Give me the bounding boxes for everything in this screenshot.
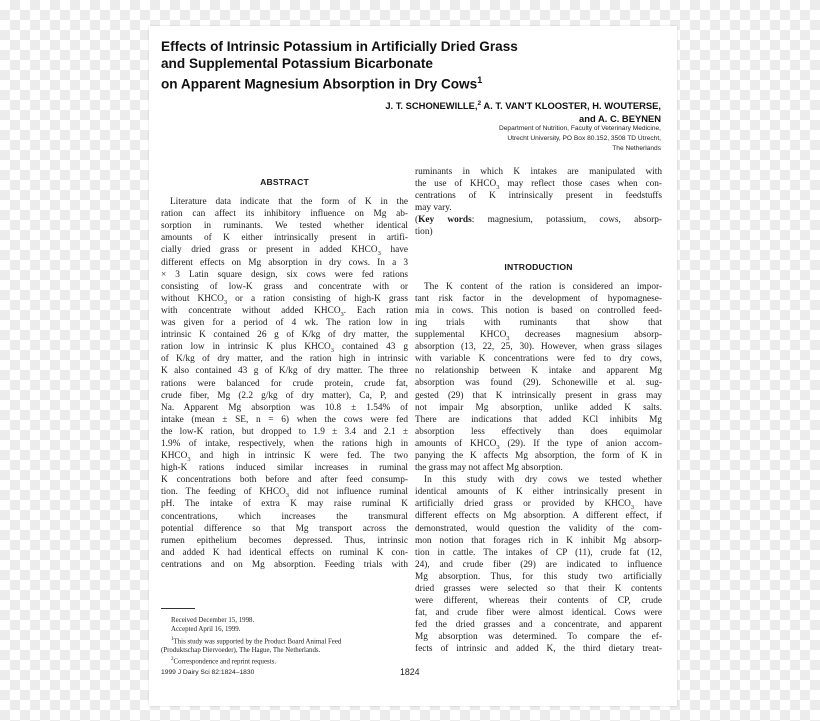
- abstract-line: × 3 Latin square design, six cows were fed rations: [161, 269, 408, 280]
- footnote-line: $^2$Correspondence and reprint requests.: [171, 657, 277, 666]
- intro-line: the grass may not affect Mg absorption.: [415, 463, 563, 474]
- abstract-line: tion. The feeding of $KHCO_3$ did not influence ruminal: [161, 487, 408, 499]
- abstract-line: amounts of K either intrinsically present in artifi-: [161, 233, 408, 244]
- intro-line: demonstrated, would question the validity of the com-: [415, 523, 662, 534]
- affiliation-line: Department of Nutrition, Faculty of Veterinary Medicine,: [499, 125, 661, 132]
- article-title: [161, 39, 601, 93]
- affiliation-line: The Netherlands: [612, 145, 661, 152]
- abstract-line: and added K had identical effects on ruminal K con-: [161, 547, 408, 558]
- footnote-line: Accepted April 16, 1999.: [171, 626, 241, 634]
- right-column: [415, 166, 662, 656]
- intro-line: panying the K affects Mg absorption, the form of K in: [415, 450, 662, 461]
- paper-page: [149, 26, 677, 706]
- intro-line: gested (29) that K intrinsically present in grass may: [415, 390, 662, 401]
- abstract-line: 1.9% of intake, respectively, when the rations high in: [161, 438, 408, 449]
- intro-line: The K content of the ration is considered an impor-: [424, 281, 662, 292]
- intro-line: fects of intrinsic and added K, the third dietary treat-: [415, 644, 662, 655]
- abstract-line: high-K rations induced similar increases in ruminal: [161, 463, 408, 474]
- abstract-line: crude fiber, Mg (2.2 g/kg of dry matter), Ca, P, and: [161, 390, 408, 401]
- title-line: Effects of Intrinsic Potassium in Artificially Dried Grass: [161, 39, 518, 54]
- abstract-line: K concentrations both before and after feed consump-: [161, 475, 408, 486]
- abstract-line: ration can affect its inhibitory influence on Mg ab-: [161, 209, 408, 220]
- abstract-line: rumen epithelium becomes depressed. Thus, intrinsic: [161, 535, 408, 546]
- author-line: and A. C. BEYNEN: [579, 113, 661, 125]
- abstract-line: may vary.: [415, 203, 452, 214]
- journal-reference: 1999 J Dairy Sci 82:1824–1830: [161, 669, 255, 676]
- intro-line: supplemental $KHCO_3$ decreases magnesium absorp-: [415, 330, 662, 342]
- abstract-line: concentrations, which increases the transmural: [161, 511, 408, 522]
- title-footnote-mark: 1: [477, 75, 483, 85]
- intro-line: Mg absorption. Thus, for this study two artificially: [415, 571, 662, 582]
- footnotes: [161, 616, 408, 667]
- abstract-line: K also contained 43 g of K/kg of dry matter. The three: [161, 366, 408, 377]
- intro-line: There are indications that added KCl inhibits Mg: [415, 414, 662, 425]
- intro-line: In this study with dry cows we tested whether: [424, 475, 662, 486]
- abstract-column: [161, 176, 408, 571]
- abstract-line: cially dried grass or present in added $KHCO_3$ have: [161, 245, 408, 257]
- affiliation-line: Utrecht University, PO Box 80.152, 3508 TD Utrecht,: [507, 135, 661, 142]
- keywords-line: tion): [415, 227, 433, 238]
- author-footnote-mark: 2: [477, 100, 482, 107]
- title-line: on Apparent Magnesium Absorption in Dry Cows$^1$: [161, 75, 483, 92]
- intro-line: absorption less effectively than does equimolar: [415, 426, 662, 437]
- abstract-heading: ABSTRACT: [260, 177, 309, 187]
- intro-line: not impair Mg absorption, unlike added K salts.: [415, 402, 662, 413]
- abstract-line: Na. Apparent Mg absorption was 10.8 ± 1.54% of: [161, 402, 408, 413]
- abstract-line: was given for a period of 4 wk. The ration low in: [161, 318, 408, 329]
- footnote-divider: [161, 608, 195, 609]
- intro-line: identical amounts of K either intrinsically present in: [415, 487, 662, 498]
- intro-line: mon notion that forages rich in K inhibit Mg absorp-: [415, 535, 662, 546]
- intro-line: tion in cattle. The intakes of CP (11), crude fat (12,: [415, 547, 662, 558]
- abstract-line: centrations and on Mg absorption. Feeding trials with: [161, 559, 408, 570]
- abstract-line: the low-K ration, but dropped to 1.9 ± 3.4 and 2.1 ±: [161, 426, 408, 437]
- abstract-line: rations were balanced for crude protein, crude fat,: [161, 378, 408, 389]
- footnote-line: Received December 15, 1998.: [171, 617, 255, 624]
- author-line: J. T. SCHONEWILLE,$^2$ A. T. VAN'T KLOOSTER, H. WOUTERSE,: [385, 100, 661, 112]
- abstract-line: different effects on Mg absorption in dry cows. In a 3: [161, 257, 408, 268]
- footnote-line: $^1$This study was supported by the Product Board Animal Feed: [171, 636, 342, 645]
- abstract-line: centrations of K intrinsically present in feedstuffs: [415, 191, 662, 202]
- intro-line: fed the dried grasses and a concentrate, and apparent: [415, 620, 662, 631]
- abstract-line: without $KHCO_3$ or a ration consisting of high-K grass: [161, 293, 408, 305]
- abstract-line: ruminants in which K intakes are manipulated with: [415, 167, 662, 177]
- affiliation: [201, 124, 661, 154]
- intro-line: tant risk factor in the development of hypomagnese-: [415, 293, 662, 304]
- intro-line: different effects on Mg absorption. A different effect, if: [415, 511, 662, 522]
- abstract-line: ration low in intrinsic K plus $KHCO_3$ contained 43 g: [161, 342, 408, 354]
- intro-line: dried grasses were selected so that their K contents: [415, 584, 662, 594]
- abstract-line: pH. The intake of extra K may raise ruminal K: [161, 499, 408, 510]
- intro-line: were different, whereas their contents of CP, crude: [415, 596, 662, 607]
- footnote-line: (Produktschap Diervoeder), The Hague, The Netherlands.: [161, 647, 321, 655]
- abstract-line: with concentrate without added $KHCO_3$. Each ration: [161, 305, 408, 318]
- abstract-line: intrinsic K contained 26 g of K/kg of dry matter, the: [161, 330, 408, 341]
- abstract-line: sorption in ruminants. We tested whether identical: [161, 221, 408, 232]
- intro-line: fat, and crude fiber were almost identical. Cows were: [415, 608, 662, 619]
- abstract-line: the use of $KHCO_3$ may reflect those cases when con-: [415, 179, 662, 191]
- abstract-line: consisting of low-K grass and concentrate with or: [161, 281, 408, 292]
- intro-line: 24), and crude fiber (29) are indicated to influence: [415, 559, 662, 570]
- author-list: [201, 97, 661, 125]
- intro-line: Mg absorption was determined. To compare the ef-: [415, 632, 662, 643]
- keywords-line: (Key words: magnesium, potassium, cows, absorp-: [415, 215, 662, 226]
- intro-line: mia in cows. This notion is based on controlled feed-: [415, 305, 662, 316]
- intro-line: ing trials with ruminants that show that: [415, 317, 662, 328]
- abstract-line: intake (mean ± SE, n = 6) when the cows were fed: [161, 414, 408, 425]
- abstract-line: $KHCO_3$ and high in intrinsic K were fed. The two: [161, 451, 408, 463]
- intro-line: absorption was found (29). Schonewille et al. sug-: [415, 378, 662, 389]
- intro-line: no relationship between K intake and apparent Mg: [415, 366, 662, 377]
- intro-line: artificially dried grass or provided by $KHCO_3$ have: [415, 499, 662, 511]
- intro-line: absorption (13, 22, 25, 30). However, when grass silages: [415, 342, 662, 353]
- abstract-line: potential difference so that Mg transport across the: [161, 523, 408, 534]
- intro-line: amounts of $KHCO_3$ (29). If the type of anion accom-: [415, 438, 662, 450]
- introduction-heading: INTRODUCTION: [504, 261, 573, 272]
- abstract-line: Literature data indicate that the form of K in the: [170, 197, 408, 208]
- title-line: and Supplemental Potassium Bicarbonate: [161, 55, 433, 71]
- page-number: 1824: [400, 667, 420, 677]
- intro-line: with variable K concentrations were fed to dry cows,: [415, 354, 662, 365]
- abstract-line: of K/kg of dry matter, and the ration high in intrinsic: [161, 354, 408, 365]
- keywords-label: Key words: [418, 215, 472, 226]
